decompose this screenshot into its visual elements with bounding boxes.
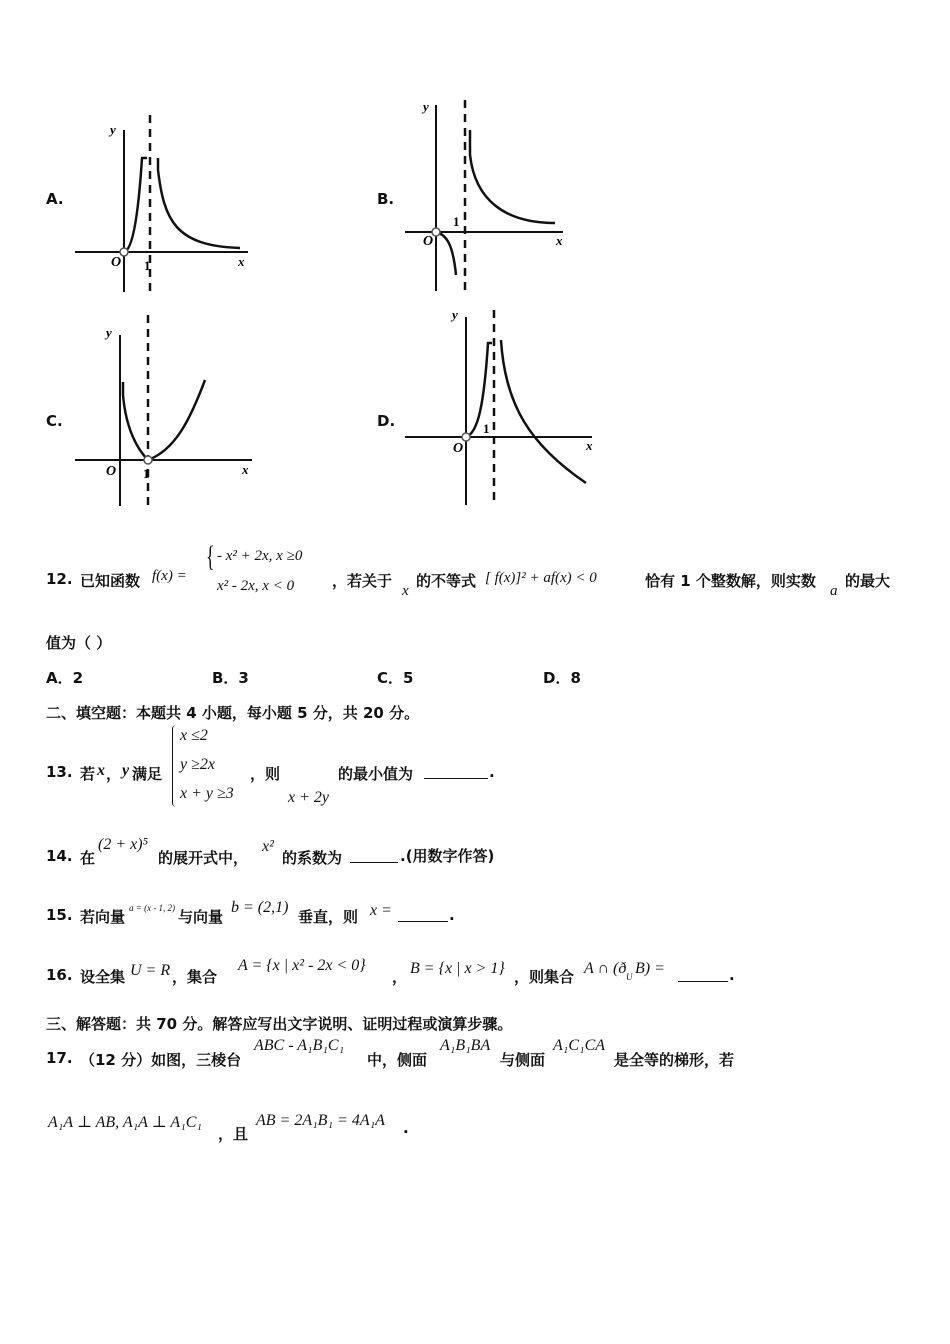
graph-d-x-label: x (586, 438, 593, 453)
q16-answer-blank[interactable] (678, 967, 728, 982)
q16-text-4: ，则集合 (514, 968, 575, 986)
q12-text-3: 的不等式 (416, 572, 477, 590)
q17-text-1: （12 分）如图，三棱台 (80, 1051, 242, 1069)
q13-text-3: ，则 (250, 765, 281, 783)
graph-c-origin: O (106, 464, 117, 479)
graph-b-y-label: y (423, 99, 429, 114)
q12-brace: { (206, 540, 215, 573)
q12-func: f(x) = (152, 568, 187, 584)
graph-a-x-label: x (238, 254, 245, 269)
q17-text-4: 是全等的梯形，若 (614, 1051, 735, 1069)
q16-expression: A ∩ (ð (584, 960, 627, 977)
q14-text-3: 的系数为 (282, 849, 343, 867)
section-2-heading: 二、填空题：本题共 4 小题，每小题 5 分，共 20 分。 (46, 704, 420, 722)
q17-frustum: ABC - A₁B₁C₁ (254, 1037, 345, 1054)
q16-text-1: 设全集 (80, 968, 126, 986)
q12-text-6: 值为（ ） (46, 634, 112, 652)
q14-text-4: .(用数字作答) (400, 847, 495, 865)
graph-b-tick: 1 (453, 214, 460, 229)
q12-text-4: 恰有 1 个整数解，则实数 (645, 572, 816, 590)
q12-case-2: x² - 2x, x < 0 (217, 578, 295, 594)
graph-d (400, 305, 600, 510)
q17-face-2: A₁C₁CA (553, 1037, 606, 1054)
q12-param-a: a (830, 583, 838, 599)
q15-text-3: 垂直，则 (298, 908, 359, 926)
q17-end: . (403, 1119, 409, 1137)
q14-term: x² (262, 838, 274, 855)
q12-text-2: ，若关于 (332, 572, 393, 590)
q13-comma: ， (106, 765, 122, 783)
q13-text-1: 若 (80, 765, 96, 783)
q12-inequality: [ f(x)]² + af(x) < 0 (485, 570, 597, 586)
q14-number: 14. (46, 847, 73, 865)
q13-text-2: 满足 (132, 765, 163, 783)
q17-text-3: 与侧面 (500, 1051, 546, 1069)
q14-expression: (2 + x)⁵ (98, 836, 149, 853)
graph-c-tick: 1 (143, 466, 150, 481)
q12-text-5: 的最大 (845, 572, 891, 590)
q12-case-1: - x² + 2x, x ≥0 (217, 548, 303, 564)
q13-text-4: 的最小值为 (338, 765, 414, 783)
graph-a-y-label: y (110, 122, 116, 137)
graph-b-x-label: x (556, 233, 563, 248)
q15-end: . (449, 906, 455, 924)
q16-end: . (729, 966, 735, 984)
q12-option-b: B．3 (212, 669, 249, 687)
q17-number: 17. (46, 1049, 73, 1067)
q13-constraint-2: y ≥2x (180, 756, 215, 773)
q17-text-2: 中，侧面 (367, 1051, 428, 1069)
q16-universal-set: U = R (130, 962, 171, 979)
graph-a-tick: 1 (144, 258, 151, 273)
graph-b (395, 95, 585, 295)
graph-d-origin: O (453, 441, 464, 456)
q15-text-2: 与向量 (178, 908, 224, 926)
q16-set-b: B = {x | x > 1} (410, 960, 505, 977)
q14-text-1: 在 (80, 849, 96, 867)
q13-end: . (489, 763, 495, 781)
q12-var-x: x (402, 583, 409, 599)
option-a-label: A. (46, 190, 64, 208)
q15-answer-blank[interactable] (398, 907, 448, 922)
q15-vector-a: a = (x - 1, 2) (129, 903, 176, 913)
graph-d-tick: 1 (483, 421, 490, 436)
q17-text-5: ，且 (218, 1125, 249, 1143)
q13-number: 13. (46, 763, 73, 781)
q16-expression-2: B) = (635, 960, 665, 977)
q17-face-1: A₁B₁BA (440, 1037, 491, 1054)
q12-option-d: D．8 (543, 669, 581, 687)
graph-c (60, 310, 260, 510)
option-b-label: B. (377, 190, 395, 208)
graph-a (60, 110, 260, 300)
q12-text-1: 已知函数 (80, 572, 141, 590)
option-d-label: D. (377, 412, 396, 430)
q12-option-a: A．2 (46, 669, 84, 687)
q15-text-1: 若向量 (80, 908, 126, 926)
q17-condition-2: AB = 2A₁B₁ = 4A₁A (256, 1112, 385, 1129)
q16-set-a: A = {x | x² - 2x < 0} (238, 957, 366, 974)
graph-b-origin: O (423, 234, 434, 249)
q14-text-2: 的展开式中， (158, 849, 249, 867)
q13-constraint-1: x ≤2 (180, 727, 208, 744)
q12-option-c: C．5 (377, 669, 414, 687)
q17-condition-1: A₁A ⊥ AB, A₁A ⊥ A₁C₁ (48, 1114, 202, 1131)
graph-c-y-label: y (106, 325, 112, 340)
q15-var: x = (370, 902, 392, 919)
section-3-heading: 三、解答题：共 70 分。解答应写出文字说明、证明过程或演算步骤。 (46, 1015, 513, 1033)
q16-number: 16. (46, 966, 73, 984)
q16-subscript: U (626, 972, 633, 982)
graph-c-x-label: x (242, 462, 249, 477)
q13-constraint-3: x + y ≥3 (180, 785, 234, 802)
q16-text-3: ， (392, 968, 408, 986)
q14-answer-blank[interactable] (350, 848, 398, 863)
q13-x: x (97, 762, 105, 779)
option-c-label: C. (46, 412, 63, 430)
graph-d-y-label: y (452, 307, 458, 322)
q16-text-2: ，集合 (172, 968, 218, 986)
graph-a-origin: O (111, 255, 122, 270)
q13-brace (172, 725, 176, 807)
q15-number: 15. (46, 906, 73, 924)
q13-y: y (122, 762, 130, 779)
q12-number: 12. (46, 570, 73, 588)
q15-vector-b: b = (2,1) (231, 899, 289, 916)
q13-answer-blank[interactable] (424, 764, 488, 779)
q13-objective: x + 2y (288, 789, 329, 806)
